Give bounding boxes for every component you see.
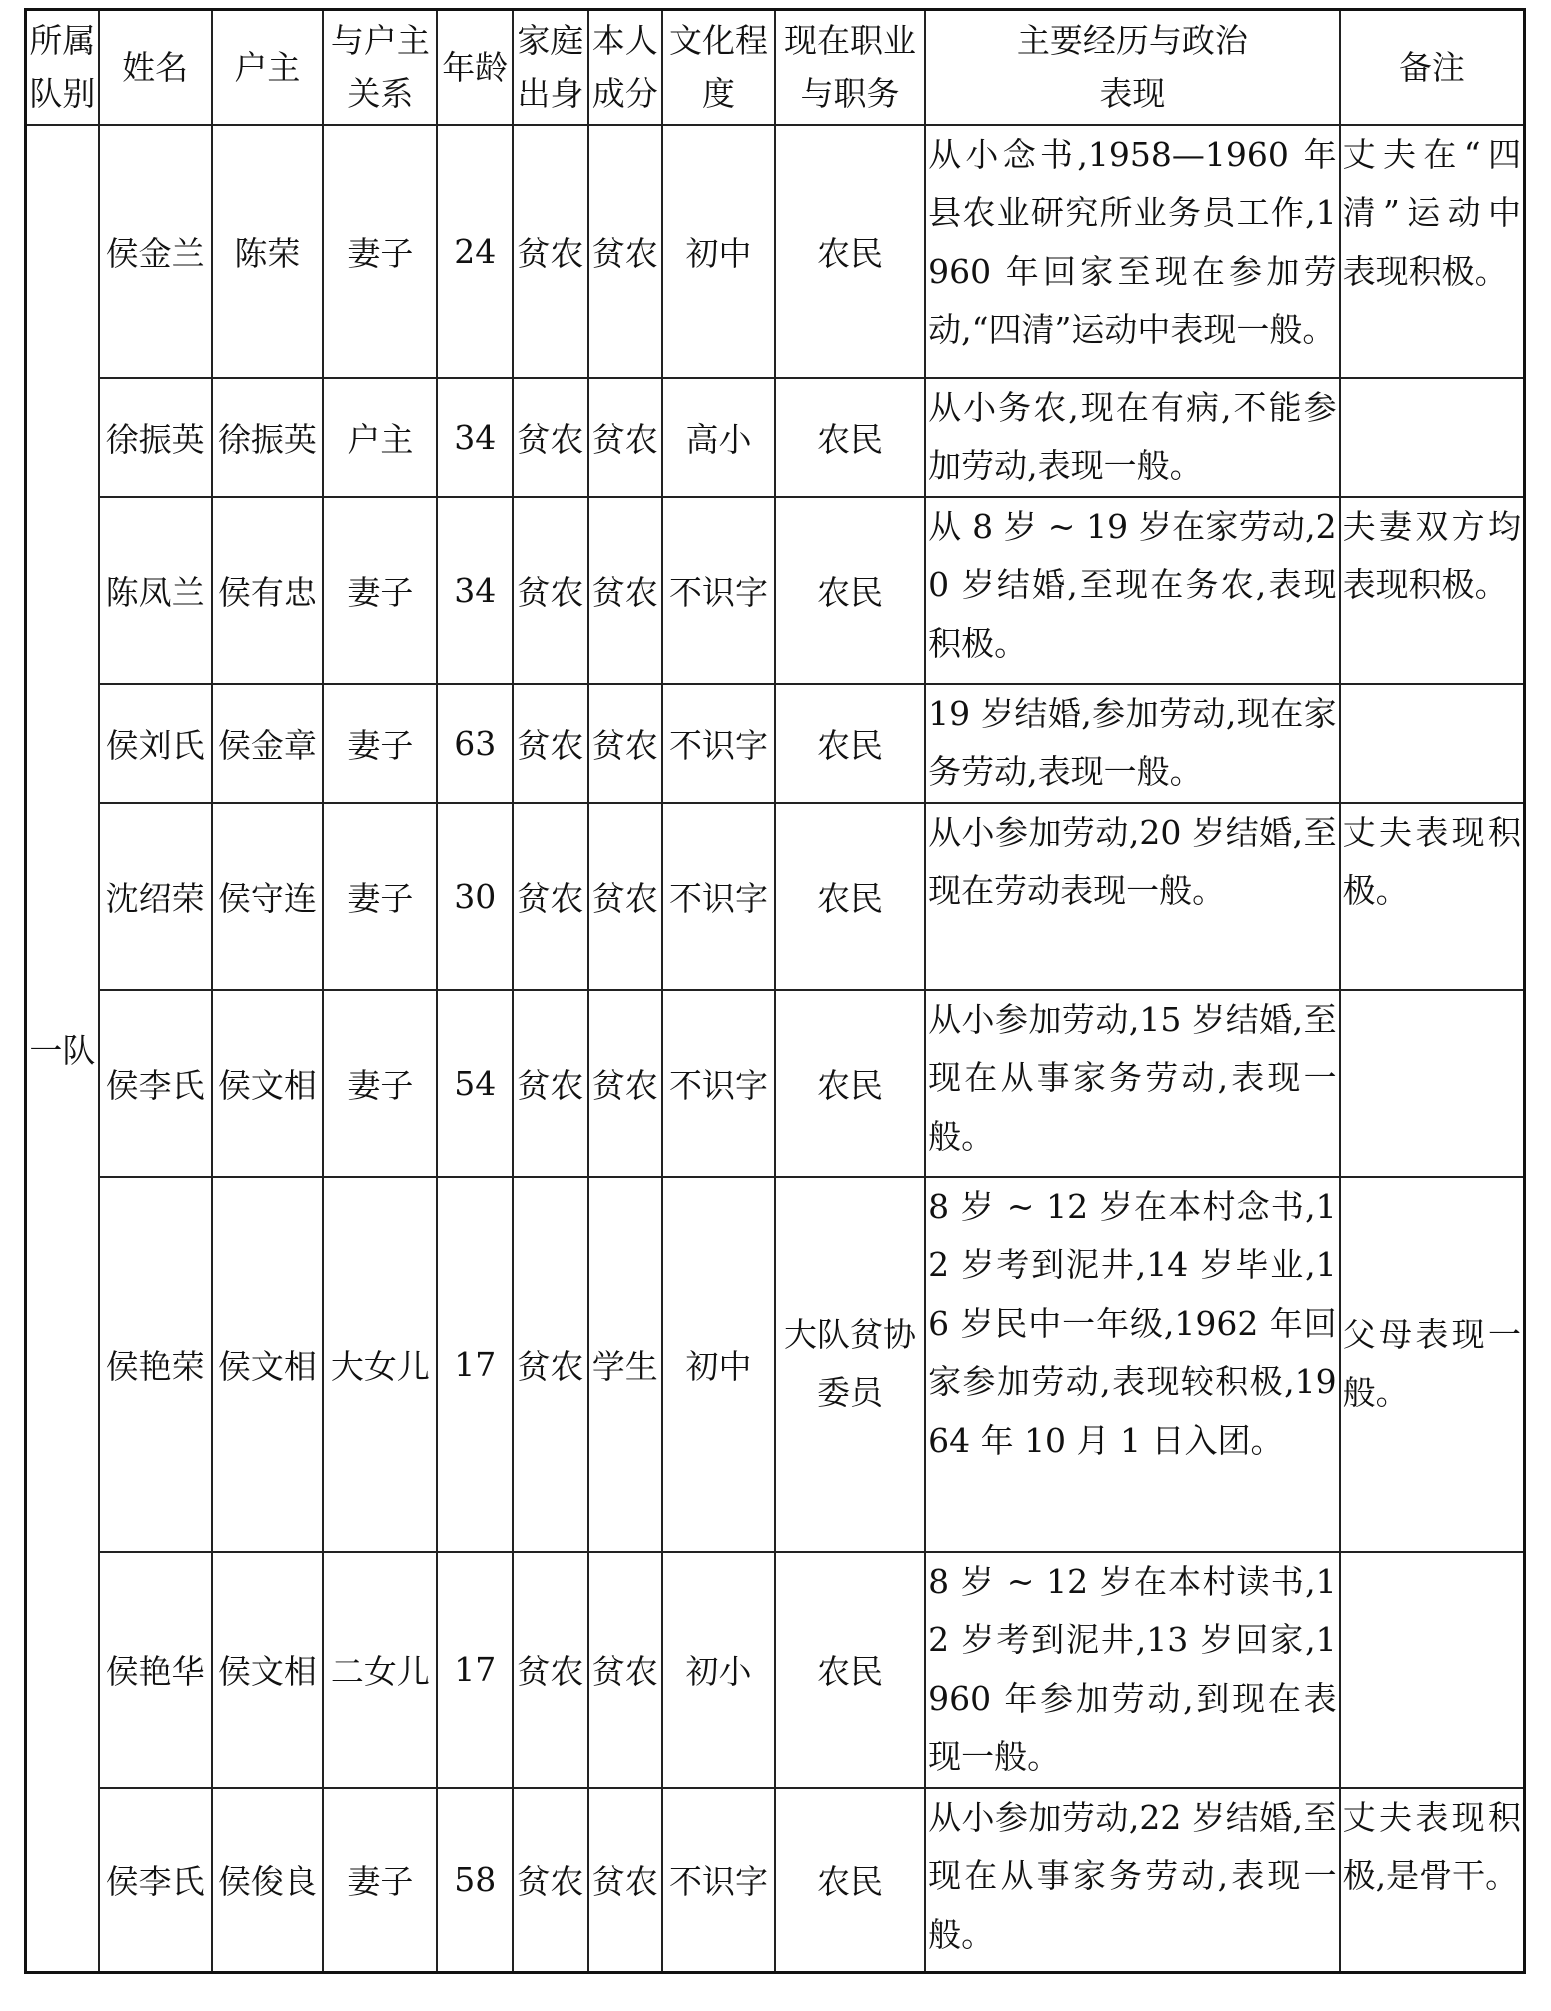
head-cell: 侯文相 [212, 990, 324, 1177]
relation-cell: 户主 [323, 378, 437, 497]
table-row [26, 497, 1525, 684]
family-origin-cell: 贫农 [513, 378, 587, 497]
personal-status-cell: 贫农 [588, 125, 662, 378]
relation-cell: 妻子 [323, 803, 437, 990]
personal-status-cell: 贫农 [588, 1552, 662, 1788]
header-name: 姓名 [99, 10, 212, 125]
name-cell: 侯艳华 [99, 1552, 212, 1788]
name-cell: 侯艳荣 [99, 1177, 212, 1552]
table-row [26, 1788, 1525, 1973]
experience-cell: 从小务农,现在有病,不能参加劳动,表现一般。 [925, 378, 1340, 497]
education-cell: 初小 [662, 1552, 775, 1788]
relation-cell: 妻子 [323, 125, 437, 378]
document-page [24, 8, 1526, 1974]
family-origin-cell: 贫农 [513, 1788, 587, 1973]
notes-cell [1340, 378, 1525, 497]
name-cell: 侯李氏 [99, 990, 212, 1177]
name-cell: 陈凤兰 [99, 497, 212, 684]
table-row [26, 378, 1525, 497]
education-cell: 不识字 [662, 990, 775, 1177]
name-cell: 侯刘氏 [99, 684, 212, 803]
education-cell: 高小 [662, 378, 775, 497]
age-cell: 30 [437, 803, 513, 990]
personal-status-cell: 贫农 [588, 684, 662, 803]
header-relation: 与户主关系 [323, 10, 437, 125]
family-origin-cell: 贫农 [513, 803, 587, 990]
header-head: 户主 [212, 10, 324, 125]
head-cell: 侯有忠 [212, 497, 324, 684]
age-cell: 24 [437, 125, 513, 378]
personal-status-cell: 贫农 [588, 990, 662, 1177]
notes-cell: 夫妻双方均表现积极。 [1340, 497, 1525, 684]
education-cell: 初中 [662, 125, 775, 378]
personal-status-cell: 贫农 [588, 497, 662, 684]
header-row [26, 10, 1525, 125]
notes-cell [1340, 990, 1525, 1177]
header-occupation: 现在职业与职务 [775, 10, 925, 125]
education-cell: 不识字 [662, 684, 775, 803]
head-cell: 侯俊良 [212, 1788, 324, 1973]
experience-cell: 8 岁 ~ 12 岁在本村念书,12 岁考到泥井,14 岁毕业,16 岁民中一年级,1962 年回家参加劳动,表现较积极,1964 年 10 月 1 日入团。 [925, 1177, 1340, 1552]
table-row [26, 990, 1525, 1177]
age-cell: 34 [437, 378, 513, 497]
age-cell: 63 [437, 684, 513, 803]
family-origin-cell: 贫农 [513, 125, 587, 378]
experience-cell: 从小参加劳动,20 岁结婚,至现在劳动表现一般。 [925, 803, 1340, 990]
header-age: 年龄 [437, 10, 513, 125]
occupation-cell: 农民 [775, 990, 925, 1177]
table-row [26, 1552, 1525, 1788]
name-cell: 沈绍荣 [99, 803, 212, 990]
personal-status-cell: 贫农 [588, 1788, 662, 1973]
notes-cell [1340, 1552, 1525, 1788]
personal-status-cell: 贫农 [588, 803, 662, 990]
header-experience: 主要经历与政治表现 [925, 10, 1340, 125]
notes-cell [1340, 684, 1525, 803]
head-cell: 侯文相 [212, 1177, 324, 1552]
table-row [26, 684, 1525, 803]
table-row [26, 803, 1525, 990]
occupation-cell: 农民 [775, 1552, 925, 1788]
relation-cell: 妻子 [323, 684, 437, 803]
household-roster-table [24, 8, 1526, 1974]
education-cell: 初中 [662, 1177, 775, 1552]
family-origin-cell: 贫农 [513, 1552, 587, 1788]
head-cell: 徐振英 [212, 378, 324, 497]
family-origin-cell: 贫农 [513, 684, 587, 803]
occupation-cell: 农民 [775, 378, 925, 497]
personal-status-cell: 贫农 [588, 378, 662, 497]
relation-cell: 妻子 [323, 990, 437, 1177]
name-cell: 徐振英 [99, 378, 212, 497]
age-cell: 17 [437, 1177, 513, 1552]
occupation-cell: 农民 [775, 1788, 925, 1973]
age-cell: 34 [437, 497, 513, 684]
notes-cell: 父母表现一般。 [1340, 1177, 1525, 1552]
personal-status-cell: 学生 [588, 1177, 662, 1552]
name-cell: 侯李氏 [99, 1788, 212, 1973]
experience-cell: 8 岁 ~ 12 岁在本村读书,12 岁考到泥井,13 岁回家,1960 年参加劳动,到现在表现一般。 [925, 1552, 1340, 1788]
experience-cell: 从小参加劳动,15 岁结婚,至现在从事家务劳动,表现一般。 [925, 990, 1340, 1177]
experience-cell: 从 8 岁 ~ 19 岁在家劳动,20 岁结婚,至现在务农,表现积极。 [925, 497, 1340, 684]
header-family-origin: 家庭出身 [513, 10, 587, 125]
education-cell: 不识字 [662, 1788, 775, 1973]
notes-cell: 丈夫表现积极,是骨干。 [1340, 1788, 1525, 1973]
header-education: 文化程度 [662, 10, 775, 125]
age-cell: 58 [437, 1788, 513, 1973]
name-cell: 侯金兰 [99, 125, 212, 378]
head-cell: 侯金章 [212, 684, 324, 803]
occupation-cell: 农民 [775, 803, 925, 990]
table-row [26, 125, 1525, 378]
occupation-cell: 农民 [775, 684, 925, 803]
family-origin-cell: 贫农 [513, 1177, 587, 1552]
education-cell: 不识字 [662, 497, 775, 684]
header-personal-status: 本人成分 [588, 10, 662, 125]
education-cell: 不识字 [662, 803, 775, 990]
experience-cell: 19 岁结婚,参加劳动,现在家务劳动,表现一般。 [925, 684, 1340, 803]
header-notes: 备注 [1340, 10, 1525, 125]
experience-cell: 从小参加劳动,22 岁结婚,至现在从事家务劳动,表现一般。 [925, 1788, 1340, 1973]
age-cell: 54 [437, 990, 513, 1177]
notes-cell: 丈夫表现积极。 [1340, 803, 1525, 990]
occupation-cell: 农民 [775, 125, 925, 378]
relation-cell: 妻子 [323, 1788, 437, 1973]
occupation-cell: 农民 [775, 497, 925, 684]
experience-cell: 从小念书,1958—1960 年县农业研究所业务员工作,1960 年回家至现在参加劳动,“四清”运动中表现一般。 [925, 125, 1340, 378]
team-cell: 一队 [26, 125, 99, 1973]
head-cell: 侯守连 [212, 803, 324, 990]
table-row [26, 1177, 1525, 1552]
relation-cell: 大女儿 [323, 1177, 437, 1552]
header-team: 所属队别 [26, 10, 99, 125]
family-origin-cell: 贫农 [513, 990, 587, 1177]
head-cell: 陈荣 [212, 125, 324, 378]
relation-cell: 二女儿 [323, 1552, 437, 1788]
family-origin-cell: 贫农 [513, 497, 587, 684]
age-cell: 17 [437, 1552, 513, 1788]
relation-cell: 妻子 [323, 497, 437, 684]
head-cell: 侯文相 [212, 1552, 324, 1788]
occupation-cell: 大队贫协委员 [775, 1177, 925, 1552]
notes-cell: 丈夫在“四清”运动中表现积极。 [1340, 125, 1525, 378]
